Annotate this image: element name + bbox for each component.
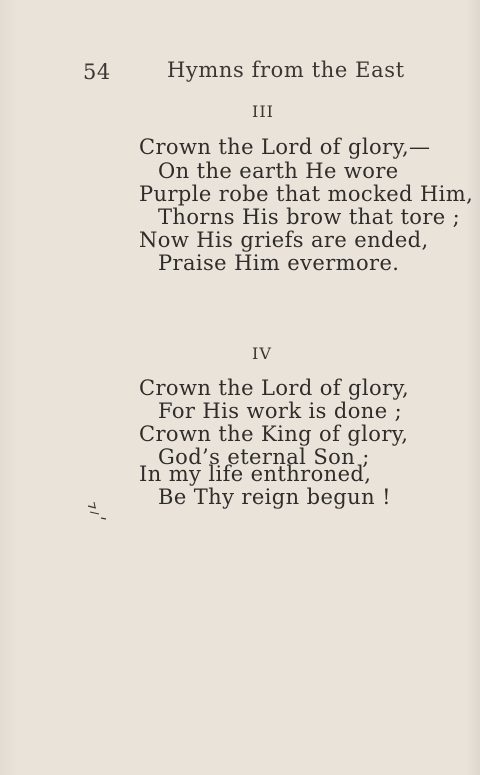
verse-line: Thorns His brow that tore ; xyxy=(158,205,461,229)
verse-line: In my life enthroned, xyxy=(139,462,372,486)
verse-line: For His work is done ; xyxy=(158,399,403,423)
verse-line: God’s eternal Son ; xyxy=(158,445,370,469)
verse-line: Now His griefs are ended, xyxy=(139,228,429,252)
verse-line: Crown the Lord of glory, xyxy=(139,376,410,400)
section-number-iii: III xyxy=(252,102,274,121)
section-number-iv: IV xyxy=(252,344,272,363)
margin-ink-mark xyxy=(86,500,112,526)
verse-line: Crown the Lord of glory,— xyxy=(139,135,431,159)
page-number: 54 xyxy=(83,60,111,84)
verse-line: On the earth He wore xyxy=(158,159,399,183)
running-title: Hymns from the East xyxy=(167,58,405,82)
verse-line: Praise Him evermore. xyxy=(158,251,400,275)
verse-line: Crown the King of glory, xyxy=(139,422,409,446)
verse-line: Be Thy reign begun ! xyxy=(158,485,391,509)
verse-line: Purple robe that mocked Him, xyxy=(139,182,474,206)
